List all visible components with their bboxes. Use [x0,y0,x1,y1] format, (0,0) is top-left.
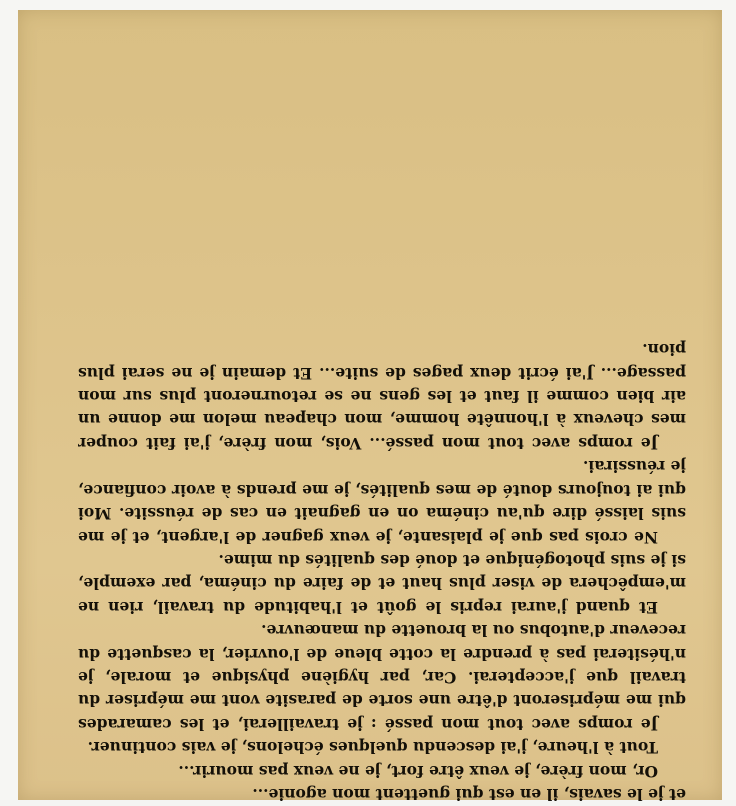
paper-page [18,10,722,804]
paragraph-2: Tout à l'heure, j'ai descendu quelques échelons, je vais continuer. [87,738,658,758]
paragraph-3: Je romps avec tout mon passé : je travaillerai, et les camarades qui me mépriseront d'être une sorte de parasite vont me mépriser du travail que j'accepterai. Car, par hygiène physique et morale, je n'hésiterai pas à prendre la cotte bleue de l'ouvrier, la casquette du receveur d'autobus ou la brouette du manœuvre. [78,621,686,734]
paragraph-5: Ne crois pas que je plaisante, je veux gagner de l'argent, et je me suis laissé dire qu'au cinéma on en gagnait en cas de réussite. Moi qui ai toujours douté de mes qualités, je me prends à avoir confiance, je réussirai. [78,457,686,547]
paragraph-4: Et quand j'aurai repris le goût et l'habitude du travail, rien ne m'empêchera de viser plus haut et de faire du cinéma, par exemple, si je suis photogénique et doué des qualités du mime. [78,550,686,617]
paragraph-continuation: et je le savais, il en est qui guettent mon agonie... [252,785,686,804]
upside-down-text-block [78,118,686,806]
paragraph-1: Or, mon frère, je veux être fort, je ne veux pas mourir... [178,761,658,781]
paragraph-6: Je romps avec tout mon passé... Vois, mon frère, j'ai fait couper mes cheveux à l'honnête homme, mon chapeau melon me donne un air bien comme il faut et les gens ne se retourneront plus sur mon passage... J'ai écrit deux pages de suite... Et demain je ne serai plus pion. [78,340,686,453]
